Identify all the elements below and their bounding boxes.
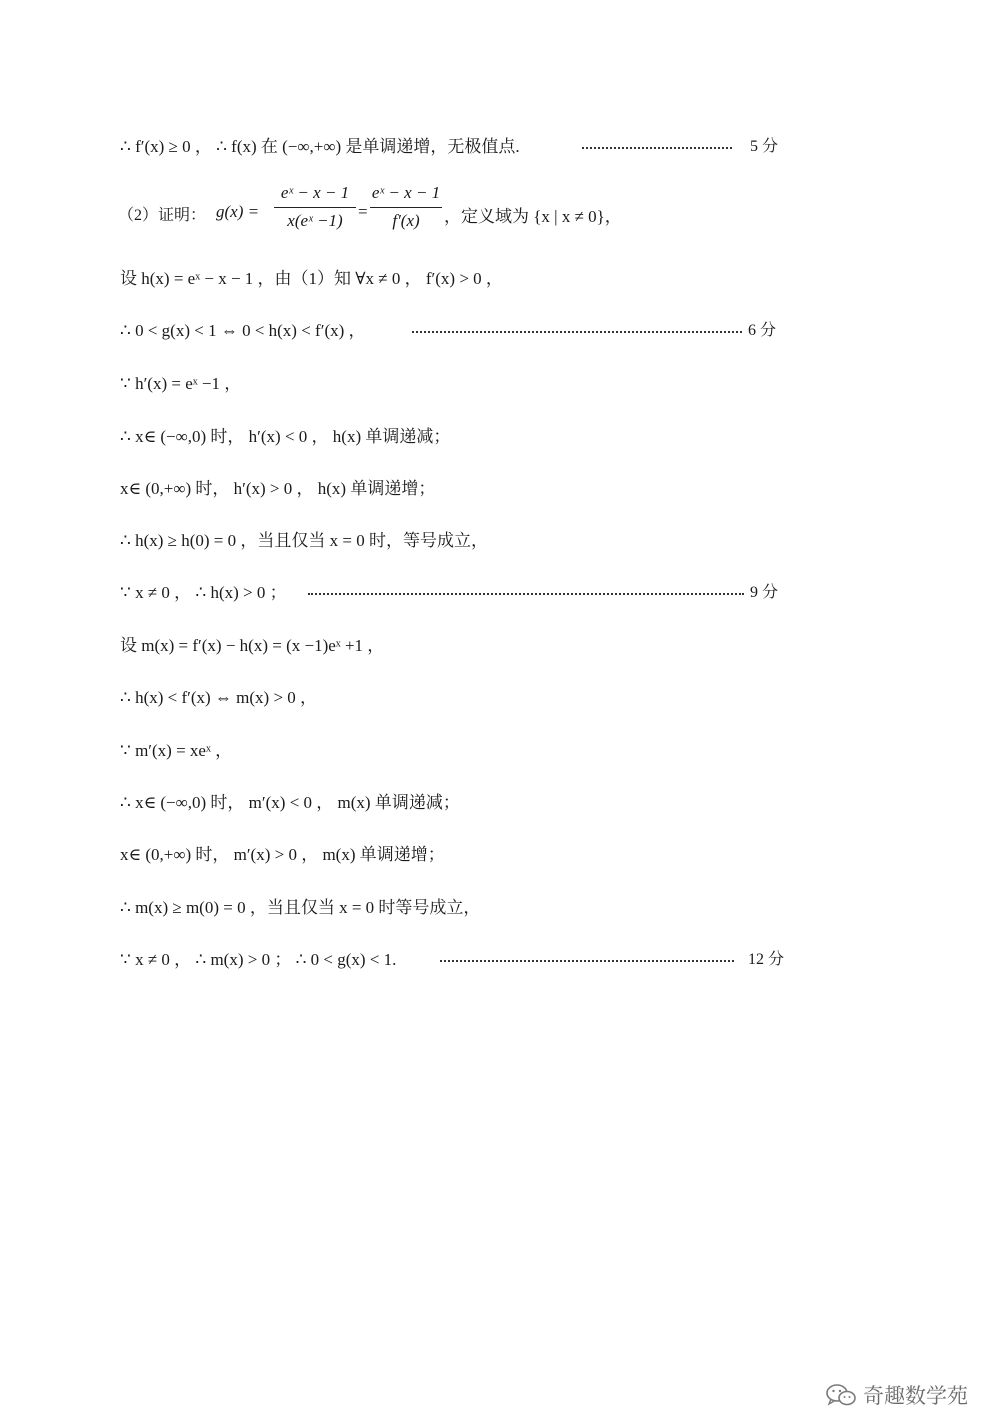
- line-text: 设 m(x) = f′(x) − h(x) = (x −1)eˣ +1 ，: [120, 636, 385, 655]
- solution-line-1: [120, 136, 800, 158]
- fraction-1: [274, 183, 356, 231]
- line-text: ∴ h(x) < f′(x) ⇔ m(x) > 0 ，: [120, 688, 318, 707]
- solution-line-14: [120, 844, 445, 866]
- solution-line-8: [120, 530, 488, 552]
- solution-line-13: [120, 792, 460, 814]
- fraction-2-numerator: eˣ − x − 1: [371, 183, 441, 202]
- solution-line-5: [120, 373, 241, 395]
- fraction-1-bar: [274, 207, 356, 208]
- solution-line-16: [120, 949, 800, 971]
- line-text: ∵ h′(x) = eˣ −1 ，: [120, 374, 242, 393]
- line-text: ∴ x∈ (−∞,0) 时， m′(x) < 0 ， m(x) 单调递减；: [120, 793, 460, 812]
- wechat-icon: [825, 1382, 857, 1408]
- line-text: x∈ (0,+∞) 时， h′(x) > 0 ， h(x) 单调递增；: [120, 479, 436, 498]
- part-lhs: g(x) =: [216, 202, 260, 221]
- part-prefix: （2）证明：: [118, 207, 207, 224]
- score-label: 5 分: [750, 138, 779, 155]
- line-text: ∴ m(x) ≥ m(0) = 0 ，当且仅当 x = 0 时等号成立，: [120, 898, 481, 917]
- line-text: 设 h(x) = eˣ − x − 1 ，由（1）知 ∀x ≠ 0 ， f′(x) > 0 ，: [120, 269, 503, 288]
- solution-line-4: [120, 320, 800, 342]
- score-label: 6 分: [748, 322, 777, 339]
- fraction-1-denominator: x(eˣ −1): [287, 211, 343, 230]
- score-label: 12 分: [748, 951, 785, 968]
- solution-line-6: [120, 426, 450, 448]
- solution-line-10: [120, 635, 384, 657]
- dotted-leader: [440, 960, 734, 962]
- part-equals: =: [358, 202, 368, 221]
- solution-line-12: [120, 740, 232, 762]
- line-text: ∴ f′(x) ≥ 0 ， ∴ f(x) 在 (−∞,+∞) 是单调递增，无极值点.: [120, 137, 520, 156]
- dotted-leader: [412, 331, 742, 333]
- line-text: ∵ x ≠ 0 ， ∴ h(x) > 0 ；: [120, 583, 287, 602]
- dotted-leader: [582, 147, 732, 149]
- watermark-text: 奇趣数学苑: [863, 1384, 968, 1408]
- fraction-2-bar: [370, 207, 442, 208]
- watermark: [825, 1380, 968, 1410]
- fraction-2-denominator: f′(x): [392, 211, 420, 230]
- solution-line-2: [118, 183, 758, 243]
- solution-line-7: [120, 478, 435, 500]
- line-text: ∴ x∈ (−∞,0) 时， h′(x) < 0 ， h(x) 单调递减；: [120, 427, 451, 446]
- fraction-2: [370, 183, 442, 231]
- part-suffix: ，定义域为 {x | x ≠ 0}，: [444, 207, 622, 226]
- dotted-leader: [308, 593, 744, 595]
- line-text: x∈ (0,+∞) 时， m′(x) > 0 ， m(x) 单调递增；: [120, 845, 445, 864]
- line-text: ∴ 0 < g(x) < 1 ⇔ 0 < h(x) < f′(x) ，: [120, 321, 366, 340]
- line-text: ∴ h(x) ≥ h(0) = 0 ，当且仅当 x = 0 时，等号成立，: [120, 531, 488, 550]
- solution-line-11: [120, 687, 317, 709]
- solution-line-15: [120, 897, 480, 919]
- fraction-1-numerator: eˣ − x − 1: [280, 183, 350, 202]
- line-text: ∵ x ≠ 0 ， ∴ m(x) > 0 ； ∴ 0 < g(x) < 1.: [120, 950, 397, 969]
- line-text: ∵ m′(x) = xeˣ ，: [120, 741, 233, 760]
- solution-line-3: [120, 268, 503, 290]
- solution-line-9: [120, 582, 800, 604]
- score-label: 9 分: [750, 584, 779, 601]
